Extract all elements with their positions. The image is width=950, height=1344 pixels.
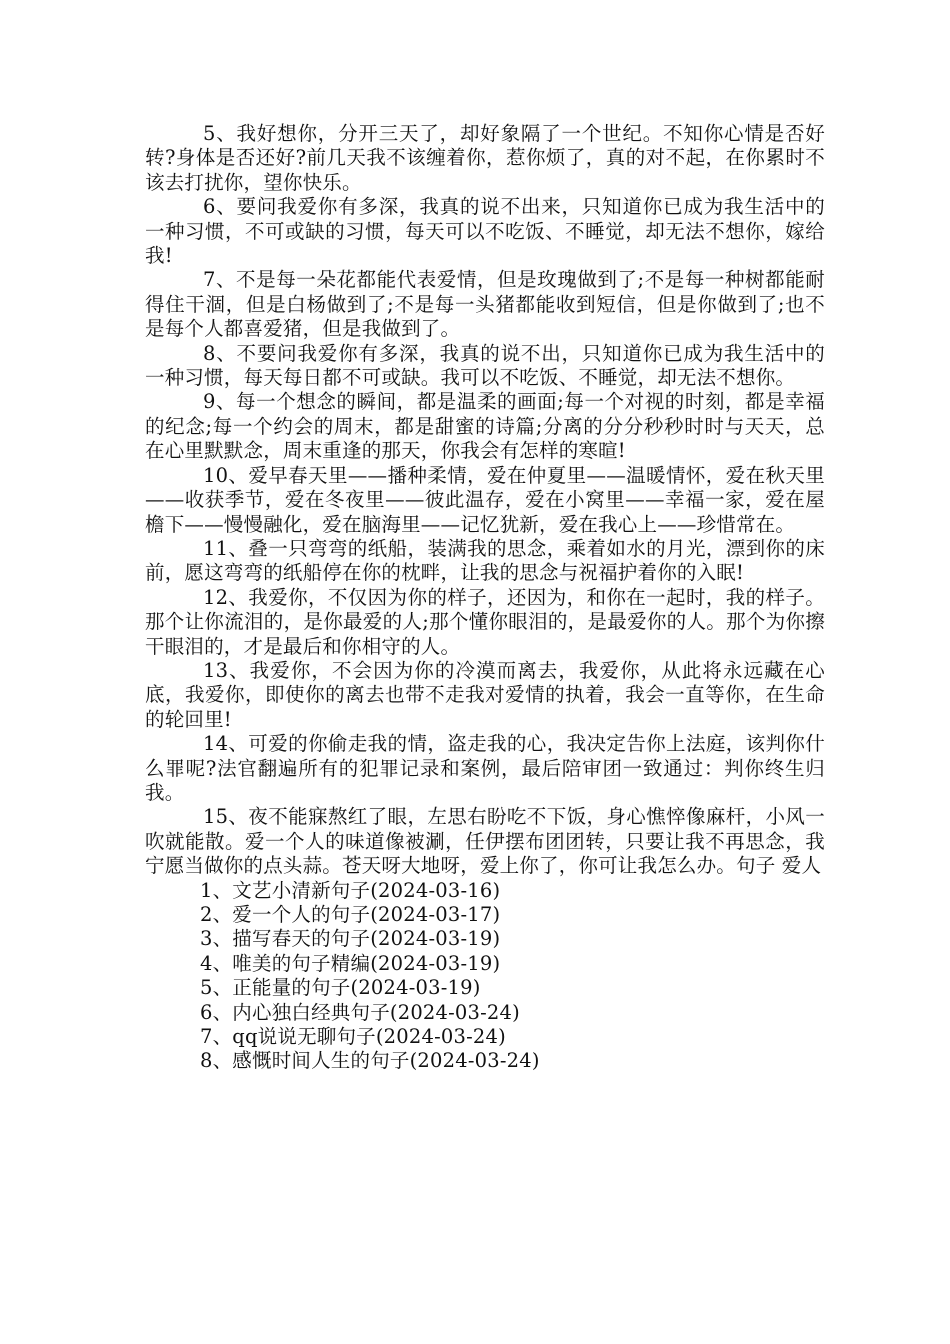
paragraph-9: 9、每一个想念的瞬间，都是温柔的画面;每一个对视的时刻，都是幸福的纪念;每一个约会的周末，都是甜蜜的诗篇;分离的分分秒秒时时与天天，总在心里默默念，周末重逢的那天，你我会有怎样的寒暄! xyxy=(145,390,825,463)
related-article-link[interactable]: 1、文艺小清新句子(2024-03-16) xyxy=(200,878,501,902)
paragraph-5: 5、我好想你，分开三天了，却好象隔了一个世纪。不知你心情是否好转?身体是否还好?前几天我不该缠着你，惹你烦了，真的对不起，在你累时不该去打扰你，望你快乐。 xyxy=(145,122,825,194)
paragraph-15: 15、夜不能寐熬红了眼，左思右盼吃不下饭，身心憔悴像麻杆，小风一吹就能散。爱一个人的味道像被涮，任伊摆布团团转，只要让我不再思念，我宁愿当做你的点头蒜。苍天呀大地呀，爱上你了，你可让我怎么办。句子 爱人 xyxy=(145,805,825,878)
related-article-link[interactable]: 4、唯美的句子精编(2024-03-19) xyxy=(200,951,501,975)
related-article-link[interactable]: 7、qq说说无聊句子(2024-03-24) xyxy=(200,1025,506,1049)
paragraph-11: 11、叠一只弯弯的纸船，装满我的思念，乘着如水的月光，漂到你的床前，愿这弯弯的纸船停在你的枕畔，让我的思念与祝福护着你的入眠! xyxy=(145,536,825,585)
paragraph-14: 14、可爱的你偷走我的情，盗走我的心，我决定告你上法庭，该判你什么罪呢?法官翻遍所有的犯罪记录和案例，最后陪审团一致通过：判你终生归我。 xyxy=(145,732,825,804)
related-article-link[interactable]: 8、感慨时间人生的句子(2024-03-24) xyxy=(200,1049,540,1073)
related-article-link[interactable]: 5、正能量的句子(2024-03-19) xyxy=(200,976,481,1000)
paragraph-12: 12、我爱你，不仅因为你的样子，还因为，和你在一起时，我的样子。那个让你流泪的，是你最爱的人;那个懂你眼泪的，是最爱你的人。那个为你擦干眼泪的，才是最后和你相守的人。 xyxy=(145,585,825,658)
paragraph-6: 6、要问我爱你有多深，我真的说不出来，只知道你已成为我生活中的一种习惯，不可或缺的习惯，每天可以不吃饭、不睡觉，却无法不想你，嫁给我! xyxy=(145,195,825,268)
paragraph-8: 8、不要问我爱你有多深，我真的说不出，只知道你已成为我生活中的一种习惯，每天每日都不可或缺。我可以不吃饭、不睡觉，却无法不想你。 xyxy=(145,341,825,390)
paragraph-13: 13、我爱你，不会因为你的冷漠而离去，我爱你，从此将永远藏在心底，我爱你，即使你的离去也带不走我对爱情的执着，我会一直等你，在生命的轮回里! xyxy=(145,658,825,731)
paragraph-7: 7、不是每一朵花都能代表爱情，但是玫瑰做到了;不是每一种树都能耐得住干涸，但是白杨做到了;不是每一头猪都能收到短信，但是你做到了;也不是每个人都喜爱猪，但是我做到了。 xyxy=(145,268,825,341)
related-article-link[interactable]: 6、内心独白经典句子(2024-03-24) xyxy=(200,1000,520,1024)
paragraph-10: 10、爱早春天里——播种柔情，爱在仲夏里——温暖情怀，爱在秋天里——收获季节，爱在冬夜里——彼此温存，爱在小窝里——幸福一家，爱在屋檐下——慢慢融化，爱在脑海里——记忆犹新，爱在我心上——珍惜常在。 xyxy=(145,463,825,536)
related-articles-list xyxy=(145,879,825,1074)
document-page xyxy=(145,122,825,1074)
related-article-link[interactable]: 3、描写春天的句子(2024-03-19) xyxy=(200,927,501,951)
related-article-link[interactable]: 2、爱一个人的句子(2024-03-17) xyxy=(200,903,501,926)
